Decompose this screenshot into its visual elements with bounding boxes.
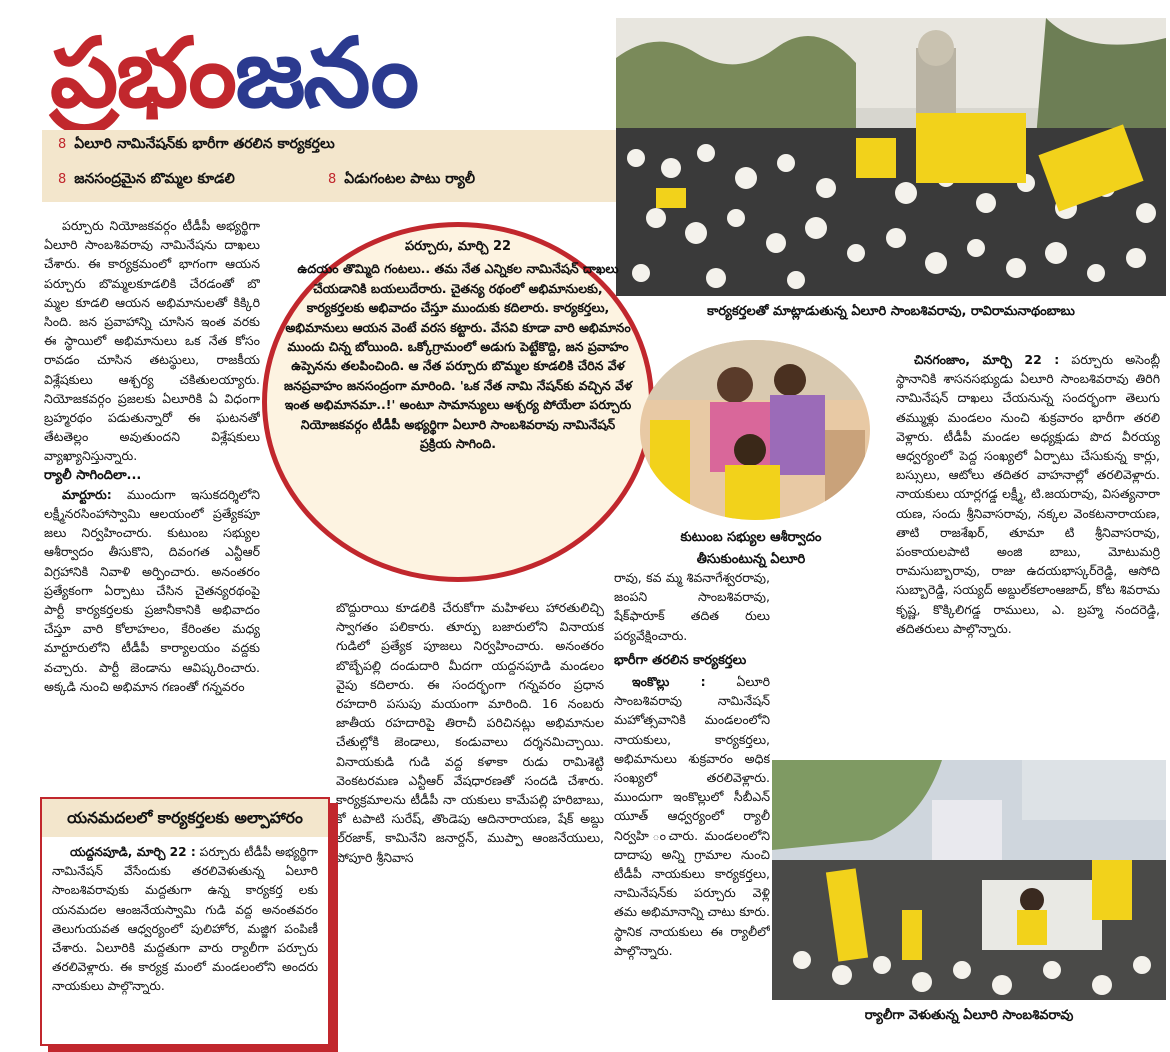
boxed-story-body: యద్దనపూడి, మార్చి 22 : పర్చూరు టీడీపీ అభ్యర్థిగా నామినేషన్ వేసేందుకు తరలివెళుతున్న ఏలూరి సాంబశివరావుకు మద్దతుగా ఉన్న కార్యకర్త లకు యనమదల ఆంజనేయస్వామి గుడి వద్ద అనంతవరం తెలుగుయవత ఆధ్వర్యంలో పులిహోర, మజ్జిగ పంపిణీ చేశారు. ఏలూరికి మద్దతుగా వారు ర్యాలీగా పర్చూరు తరలివెళ్లారు. ఈ కార్యక్ర మంలో మండలంలోని అందరు నాయకులు పాల్గొన్నారు. xyxy=(52,845,318,994)
boxed-story xyxy=(40,797,330,1046)
col4-paragraph: చినగంజాం, మార్చి 22 : పర్చూరు అసెంబ్లీ స్థానానికి శాసనసభ్యుడు ఏలూరి సాంబశివరావు తిరిగి నామినేషన్ దాఖలు చేయనున్న సందర్భంగా తెలుగు తమ్ముళ్లు మండలం నుంచి శుక్రవారం భారీగా తరలి వెళ్లారు. టీడీపీ మండల అధ్యక్షుడు పొద వీరయ్య ఆధ్వర్యంలో పెద్ద సంఖ్యలో ఏర్పాటు చేసుకున్న కార్లు, బస్సులు, ఆటోలు తదితర వాహనాల్లో తరలివెళ్లారు. నాయకులు యార్లగడ్డ లక్ష్మీ, టి.జయరావు, విసత్యనారా యణ, సందు శ్రీనివాసరావు, నక్కల వెంకటనారాయణ, తాటి రాజశేఖర్, తూమా టి శ్రీనివాసరావు, పంకాయలపాటి అంజి బాబు, మోటుమర్రి రామసుబ్బారావు, రాజు ఉదయభాస్కర్‌రెడ్డి, ఆసోది సుబ్బారెడ్డి, సయ్యద్ అబ్దుల్‌కలాంఆజాద్, కోట శివరామ కృష్ణ, కొక్కిలిగడ్డ రాములు, ఎ. బ్రహ్మ నందరెడ్డి, తదితరులు పాల్గొన్నారు. xyxy=(896,352,1160,636)
col1-paragraph-2: మార్టూరు: ముందుగా ఇసుకదర్శిలోని లక్ష్మీనరసింహాస్వామి ఆలయంలో ప్రత్యేకపూ జలు నిర్వహించారు. కుటుంబ సభ్యుల ఆశీర్వాదం తీసుకొని, దివంగత ఎన్టీఆర్ విగ్రహానికి నివాళి అర్పించారు. అనంతరం ప్రత్యేకంగా ఏర్పాటు చేసిన చైతన్యరథంపై పార్టీ కార్యకర్తలకు ప్రజానీకానికి అభివాదం చేస్తూ వారి కోలాహలం, కేరింతల మధ్య మార్టూరులోని టీడీపీ కార్యాలయం వద్దకు వచ్చారు. పార్టీ జెండాను ఆవిష్కరించారు. అక్కడి నుంచి అభిమాన గణంతో గన్నవరం xyxy=(44,486,260,694)
family-blessing-photo xyxy=(640,340,870,520)
highlight-3: 8 ఏడుగంటల పాటు ర్యాలీ xyxy=(328,171,476,187)
col3-paragraph-top: రావు, కవ మ్మ శివనాగేశ్వరరావు, జంపని సాంబశివరావు, షేక్‌ఫారూక్ తదిత రులు పర్యవేక్షించారు. xyxy=(614,570,770,643)
bullet-icon: 8 xyxy=(58,137,67,152)
column-2 xyxy=(336,598,604,1048)
masthead xyxy=(50,18,620,128)
highlight-2: 8 జనసంద్రమైన బొమ్మల కూడలి xyxy=(58,171,235,187)
masthead-part-blue: జనం xyxy=(234,16,418,129)
col1-subheading: ర్యాలీ సాగిందిలా... xyxy=(44,467,142,483)
col3-subheading: భారీగా తరలిన కార్యకర్తలు xyxy=(614,652,747,668)
col2-paragraph: బొద్దురాయి కూడలికి చేరుకోగా మహిళలు హారతులిచ్చి స్వాగతం పలికారు. తూర్పు బజారులోని వినాయక గుడిలో ప్రత్యేక పూజలు నిర్వహించారు. అనంతరం బొబ్బేపల్లి దండుదారి మీదగా యద్దనపూడి మండలం వైపు కదిలారు. ఈ సందర్భంగా గన్నవరం ప్రధాన రహదారి పసుపు మయంగా మారింది. 16 నంబరు జాతీయ రహదారిపై తిరాచీ పరిచినట్లు అభిమానుల చేతుల్లోకి జెండాలు, కండువాలు దర్శనమిచ్చాయి. వినాయకుడి గుడి వద్ద కళాకా రుడు రామిశెట్టి వెంకటరమణ ఎన్టీఆర్ వేషధారణతో సందడి చేశారు. కార్యక్రమాలను టీడీపీ నా యకులు కామేపల్లి హరిబాబు, కో టపాటి సురేష్, తొండెపు ఆదినారాయణ, షేక్ అబ్దు ల్‌రజాక్, కామినేని జనార్దన్, ముప్పా ఆంజనేయులు, పోపూరి శ్రీనివాస xyxy=(336,600,604,865)
column-3 xyxy=(614,568,770,1050)
highlight-1: 8 ఏలూరి నామినేషన్‌కు భారీగా తరలిన కార్యకర్తలు xyxy=(58,136,335,152)
masthead-part-red: ప్రభం xyxy=(50,16,235,129)
bullet-icon: 8 xyxy=(58,172,67,187)
boxed-story-title: యనమదలలో కార్యకర్తలకు అల్పాహారం xyxy=(42,799,328,837)
highlights-strip xyxy=(42,130,616,202)
circle-callout xyxy=(262,222,654,582)
crowd-photo-top xyxy=(616,18,1166,296)
circle-text: ఉదయం తొమ్మిది గంటలు.. తమ నేత ఎన్నికల నామినేషన్ దాఖలు చేయడానికి బయలుదేరారు. చైతన్య రథంలో అభిమానులకు, కార్యకర్తలకు అభివాదం చేస్తూ ముందుకు కదిలారు. కార్యకర్తలు, అభిమానులు ఆయన వెంటే వరస కట్టారు. వేసవి కూడా వారి అభిమానం ముందు చిన్న బోయింది. ఒక్కోగ్రామంలో అడుగు పెట్టేకొద్ది, జన ప్రవాహం ఉప్పెనను తలపించింది. ఆ నేత పర్చూరు బొమ్మల కూడలికి చేరిన వేళ జనప్రవాహం జనసంద్రంగా మారింది. 'ఒక నేత నామి నేషన్‌కు వచ్చిన వేళ ఇంత అభిమానమా..!' అంటూ సామాన్యులు ఆశ్చర్య పోయేలా పర్చూరు నియోజకవర్గం టీడీపీ అభ్యర్థిగా ఏలూరి సాంబశివరావు నామినేషన్ ప్రక్రియ సాగింది. xyxy=(283,261,633,452)
bullet-icon: 8 xyxy=(328,172,337,187)
column-4 xyxy=(896,350,1160,730)
caption-middle-photo: కుటుంబ సభ్యుల ఆశీర్వాదం తీసుకుంటున్న ఏలూరి xyxy=(680,530,822,567)
col1-paragraph-1: పర్చూరు నియోజకవర్గం టీడీపీ అభ్యర్థిగా ఏలూరి సాంబశివరావు నామినేషను దాఖలు చేశారు. ఈ కార్యక్రమంలో భాగంగా ఆయన పర్చూరు బొమ్మలకూడలికి చేరడంతో బొ మ్మల కూడలి ఆయన అభిమానులతో కిక్కిరి సింది. జన ప్రవాహాన్ని చూసిన ఇంత వరకు ఈ స్థాయిలో అభిమానులు ఒక నేత కోసం రావడం చూసిన తటస్థులు, రాజకీయ విశ్లేషకులు ఆశ్చర్య చకితులయ్యారు. నియోజకవర్గం ప్రజలకు ఏలూరికి ఏ విధంగా బ్రహ్మరథం పడుతున్నారో ఈ ఘటనతో తేటతెల్లం అవుతుందని విశ్లేషకులు వ్యాఖ్యానిస్తున్నారు. xyxy=(44,218,260,464)
caption-bottom-photo: ర్యాలీగా వెళుతున్న ఏలూరి సాంబశివరావు xyxy=(864,1008,1074,1023)
caption-top-photo: కార్యకర్తలతో మాట్లాడుతున్న ఏలూరి సాంబశివరావు, రావిరామనాథంబాబు xyxy=(707,304,1075,319)
column-1 xyxy=(44,216,260,801)
rally-photo-bottom xyxy=(772,760,1166,1000)
col3-paragraph: ఇంకొల్లు : ఏలూరి సాంబశివరావు నామినేషన్ మహోత్సవానికి మండలంలోని నాయకులు, కార్యకర్తలు, అభిమానులు శుక్రవారం అధిక సంఖ్యలో తరలివెళ్లారు. ముందుగా ఇంకొల్లులో సీబీఎన్ యూత్ ఆధ్వర్యంలో ర్యాలీ నిర్వహి ంచారు. మండలంలోని దాదాపు అన్ని గ్రామాల నుంచి టీడీపీ నాయకులు కార్యకర్తలు, నామినేషన్‌కు పర్చూరు వెళ్లి తమ అభిమానాన్ని చాటు కూరు. స్థానిక నాయకులు ఈ ర్యాలీలో పాల్గొన్నారు. xyxy=(614,674,770,958)
circle-dateline: పర్చూరు, మార్చి 22 xyxy=(404,239,512,254)
